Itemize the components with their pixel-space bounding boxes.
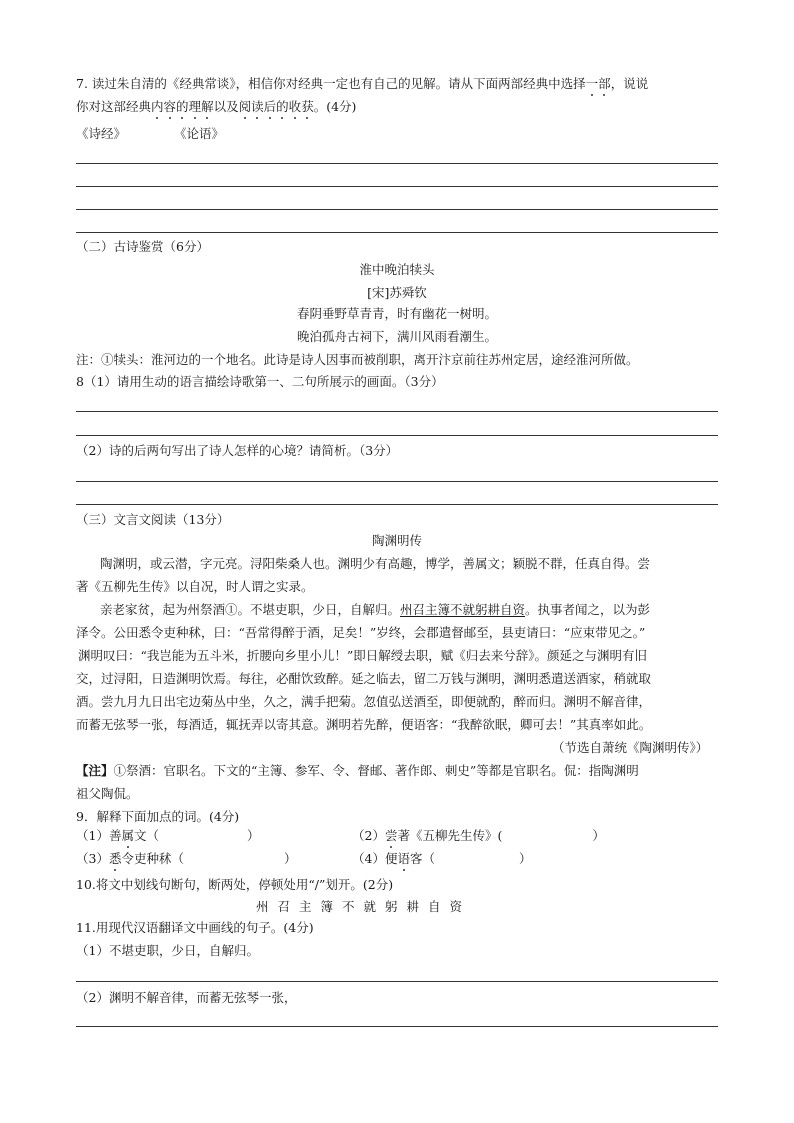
- passage-source: （节选自萧统《陶渊明传》）: [552, 740, 709, 755]
- q9-stem: 9．解释下面加点的词。(4分): [76, 809, 240, 824]
- answer-line[interactable]: [76, 1026, 718, 1027]
- poem-author: [宋]苏舜钦: [367, 285, 427, 300]
- q9-text: ）: [592, 828, 605, 843]
- q7-text: ，说说: [610, 76, 649, 91]
- answer-line[interactable]: [76, 981, 718, 982]
- passage-line: [100, 602, 650, 618]
- answer-line[interactable]: [76, 232, 718, 233]
- classical-section-heading: （三）文言文阅读（13分）: [76, 512, 230, 527]
- passage-text: 。执事者闻之，以为彭: [525, 602, 651, 617]
- q7-line1: [76, 76, 648, 92]
- passage-note: [76, 763, 639, 779]
- underlined-sentence: 州召主簿不就躬耕自资: [400, 602, 526, 617]
- q9-text: （3）: [76, 851, 109, 866]
- poem-line-2: 晚泊孤舟古祠下，满川风雨看潮生。: [296, 329, 497, 344]
- answer-line[interactable]: [76, 481, 718, 482]
- dotted-char: 悉: [108, 851, 122, 866]
- passage-note-line2: 祖父陶侃。: [76, 786, 139, 801]
- note-text: ①祭酒：官职名。下文的“主簿、参军、令、督邮、著作郎、刺史”等都是官职名。侃：指陶渊明: [113, 763, 639, 778]
- classical-title: 陶渊明传: [371, 533, 422, 548]
- q11-sentence-2: （2）渊明不解音律，而蓄无弦琴一张，: [76, 990, 297, 1005]
- answer-line[interactable]: [76, 209, 718, 210]
- passage-line: 陶渊明，或云潜，字元亮。浔阳柴桑人也。渊明少有高趣，博学，善属文；颖脱不群，任真自得。尝: [100, 556, 651, 571]
- dotted-char: 部: [598, 76, 611, 91]
- q9-item-3: [76, 851, 297, 867]
- q10-stem: 10.将文中划线句断句，断两处，停顿处用“/”划开。(2分): [76, 877, 394, 892]
- poem-section-heading: （二）古诗鉴赏（6分）: [76, 239, 209, 254]
- passage-text: 亲老家贫，起为州祭酒①。不堪吏职，少日，自解归。: [100, 602, 401, 617]
- answer-line[interactable]: [76, 435, 718, 436]
- poem-note: 注：①犊头：淮河边的一个地名。此诗是诗人因事而被削职，离开汴京前往苏州定居，途经淮河所做。: [76, 352, 639, 367]
- passage-line: 而蓄无弦琴一张，每酒适，辄抚弄以寄其意。渊明若先醉，便语客：“我醉欲眠，卿可去！”其真率如此。: [76, 717, 652, 732]
- dotted-char: 解: [201, 99, 214, 114]
- dotted-char: 后: [263, 99, 277, 114]
- dotted-char: 理: [188, 99, 202, 114]
- q7-line2: [76, 99, 356, 115]
- answer-line[interactable]: [76, 163, 718, 164]
- dotted-char: 的: [276, 99, 289, 114]
- dotted-char: 语: [397, 851, 410, 866]
- q10-sentence[interactable]: 州召主簿不就躬耕自资: [256, 899, 472, 914]
- q8-part2: （2）诗的后两句写出了诗人怎样的心境？请简析。（3分）: [76, 443, 399, 458]
- q8-part1: 8（1）请用生动的语言描绘诗歌第一、二句所展示的画面。（3分）: [76, 374, 444, 389]
- dotted-char: 收: [288, 99, 302, 114]
- q7-book-option-1: 《诗经》: [76, 126, 127, 141]
- answer-line[interactable]: [76, 186, 718, 187]
- q7-text: 你对这部经典: [76, 99, 152, 114]
- dotted-char: 读: [251, 99, 264, 114]
- q7-text: 以及: [213, 99, 239, 114]
- dotted-char: 获: [301, 99, 314, 114]
- q9-text: ）: [246, 828, 260, 843]
- dotted-char: 一: [585, 76, 599, 91]
- q9-item-1: [76, 828, 260, 844]
- passage-line: 渊明叹曰：“我岂能为五斗米，折腰向乡里小儿！”即日解绶去职，赋《归去来兮辞》。颜延之与渊明有旧: [78, 648, 648, 663]
- q11-sentence-1: （1）不堪吏职，少日，自解归。: [76, 943, 259, 958]
- q11-stem: 11.用现代汉语翻译文中画线的句子。(4分): [76, 920, 314, 935]
- q7-text: 7. 读过朱自清的《经典常谈》，相信你对经典一定也有自己的见解。请从下面两部经典中选择: [76, 76, 586, 91]
- q9-item-2: [352, 828, 605, 844]
- q9-item-4: [352, 851, 532, 867]
- q9-text: 令吏种秫（: [121, 851, 184, 866]
- passage-line: 泽令。公田悉令吏种秫，曰：“吾常得醉于酒，足矣！”岁终，会郡遣督邮至，县吏请曰：“应束带见之。”: [76, 625, 646, 640]
- dotted-char: 阅: [238, 99, 252, 114]
- dotted-char: 尝: [384, 828, 398, 843]
- note-label: 【注】: [76, 763, 114, 778]
- poem-line-1: 春阴垂野草青青，时有幽花一树明。: [296, 306, 497, 321]
- dotted-char: 内: [151, 99, 164, 114]
- q9-text: （1）善: [76, 828, 122, 843]
- q9-text: 文（: [133, 828, 159, 843]
- dotted-char: 属: [121, 828, 134, 843]
- q9-text: ）: [283, 851, 297, 866]
- poem-title: 淮中晚泊犊头: [359, 262, 435, 277]
- q9-text: ）: [518, 851, 532, 866]
- q9-text: 客（: [409, 851, 435, 866]
- answer-line[interactable]: [76, 411, 718, 412]
- passage-line: 酒。尝九月九日出宅边菊丛中坐，久之，满手把菊。忽值弘送酒至，即便就酌，醉而归。渊明不解音律，: [76, 694, 652, 709]
- q9-text: （4）便: [352, 851, 398, 866]
- q7-book-option-2: 《论语》: [174, 126, 225, 141]
- dotted-char: 容: [163, 99, 177, 114]
- dotted-char: 的: [176, 99, 189, 114]
- passage-line: 交，过浔阳，日造渊明饮焉。每往，必酣饮致醉。延之临去，留二万钱与渊明，渊明悉遣送酒家，稍就取: [76, 671, 652, 686]
- answer-line[interactable]: [76, 504, 718, 505]
- passage-line: 著《五柳先生传》以自况，时人谓之实录。: [76, 579, 314, 594]
- q7-text: 。(4分): [313, 99, 357, 114]
- q9-text: 著《五柳先生传》(: [397, 828, 503, 843]
- q9-text: （2）: [352, 828, 385, 843]
